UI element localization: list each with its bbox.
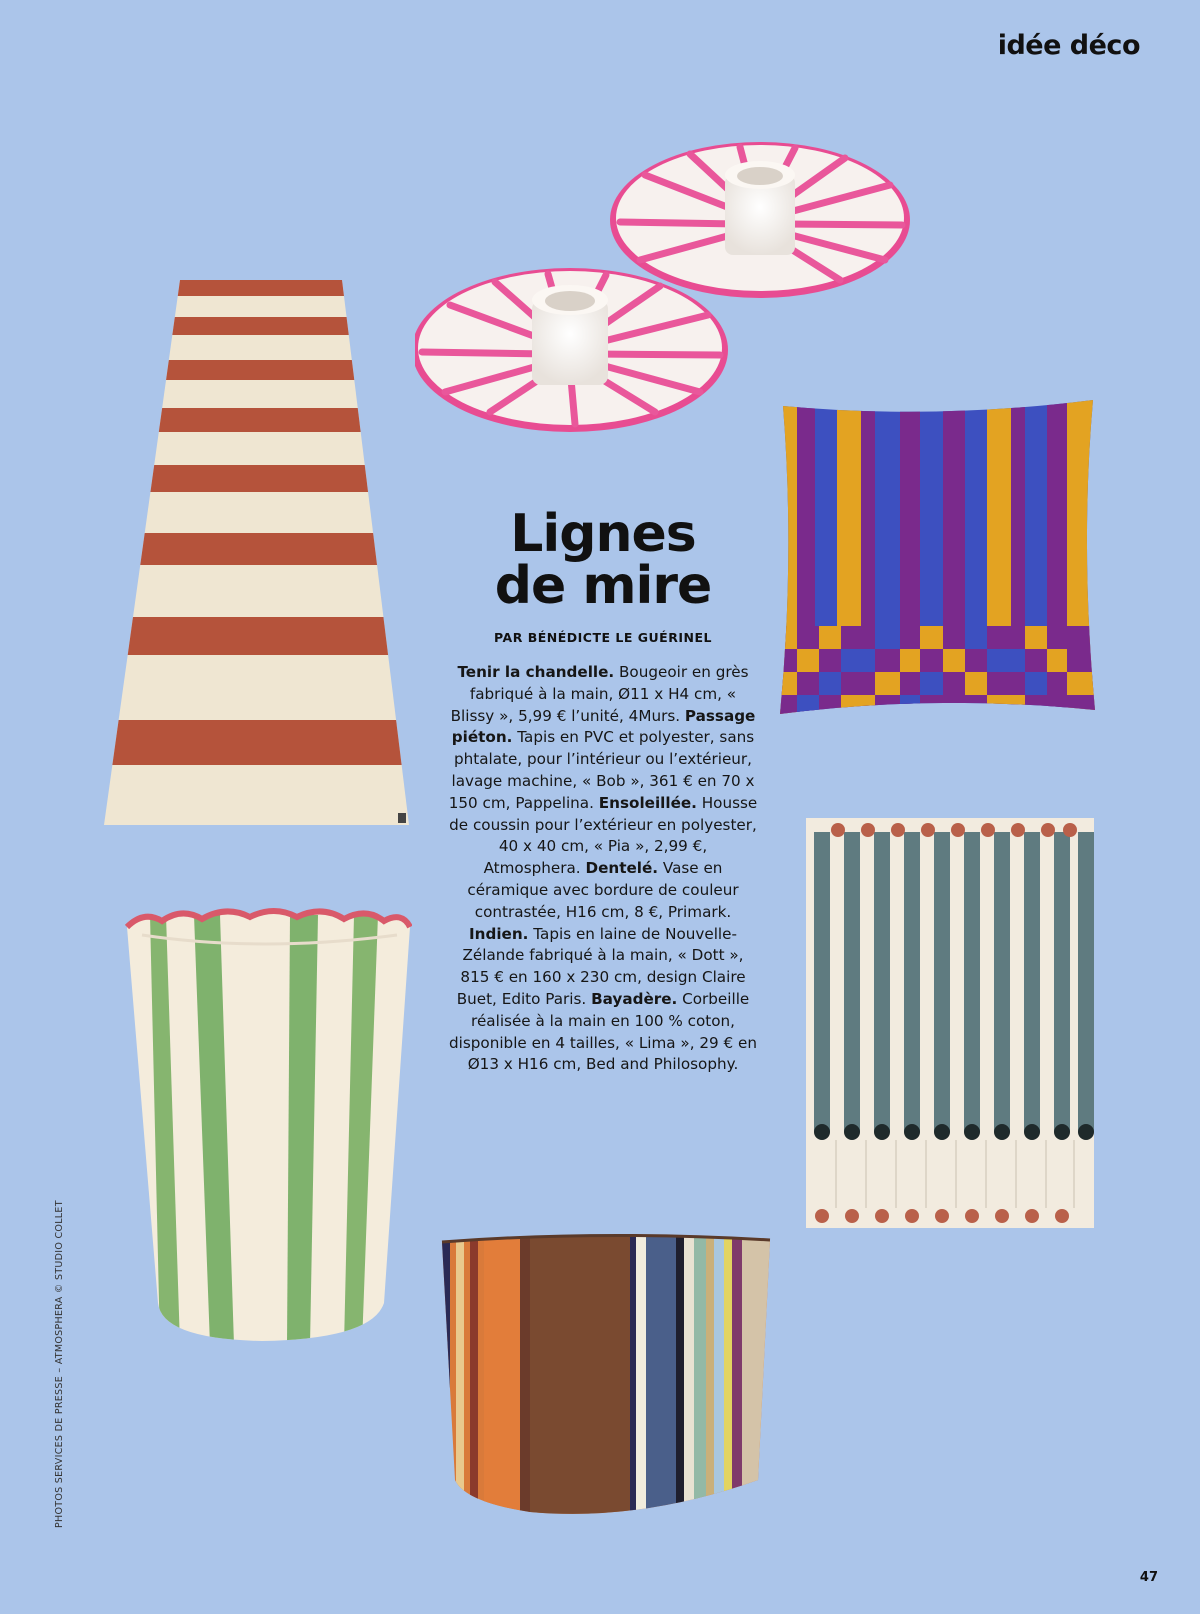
item-name: Indien. <box>469 924 529 943</box>
item-name: Bayadère. <box>591 989 678 1008</box>
section-label: idée déco <box>997 30 1140 61</box>
article-title-line1: Lignes <box>510 504 696 564</box>
striped-basket-image <box>440 1230 775 1520</box>
byline: PAR BÉNÉDICTE LE GUÉRINEL <box>494 630 712 645</box>
striped-pillow-image <box>775 398 1100 718</box>
item-description: Corbeille réalisée à la main en 100 % coton, disponible en 4 tailles, « Lima », 29 € en Ø13 x H16 cm, Bed and Philosophy. <box>449 989 757 1074</box>
item-description: Tapis en PVC et polyester, sans phtalate, pour l’intérieur ou l’extérieur, lavage machine, « Bob », 361 € en 70 x 150 cm, Pappelina. <box>448 728 755 812</box>
item-name: Tenir la chandelle. <box>457 663 615 681</box>
item-description: Bougeoir en grès fabriqué à la main, Ø11 x H4 cm, « Blissy », 5,99 € l’unité, 4Murs. <box>450 663 749 725</box>
dott-rug-image <box>806 818 1094 1228</box>
item-name: Ensoleillée. <box>598 793 697 812</box>
article-title <box>438 504 768 616</box>
striped-runner-rug-image <box>104 280 424 830</box>
item-name: Passage piéton. <box>451 706 756 747</box>
item-description: Tapis en laine de Nouvelle-Zélande fabriqué à la main, « Dott », 815 € en 160 x 230 cm, design Claire Buet, Edito Paris. <box>456 924 746 1008</box>
item-name: Dentelé. <box>585 859 659 878</box>
page-number: 47 <box>1139 1570 1158 1585</box>
item-description: Vase en céramique avec bordure de couleur contrastée, H16 cm, 8 €, Primark. <box>467 859 739 921</box>
photo-credit: PHOTOS SERVICES DE PRESSE – ATMOSPHERA © STUDIO COLLET <box>54 1200 65 1528</box>
article-body <box>448 662 758 1076</box>
striped-vase-image <box>122 905 412 1345</box>
article-title-line2: de mire <box>494 556 712 616</box>
item-description: Housse de coussin pour l’extérieur en polyester, 40 x 40 cm, « Pia », 2,99 €, Atmosphera. <box>449 793 758 878</box>
